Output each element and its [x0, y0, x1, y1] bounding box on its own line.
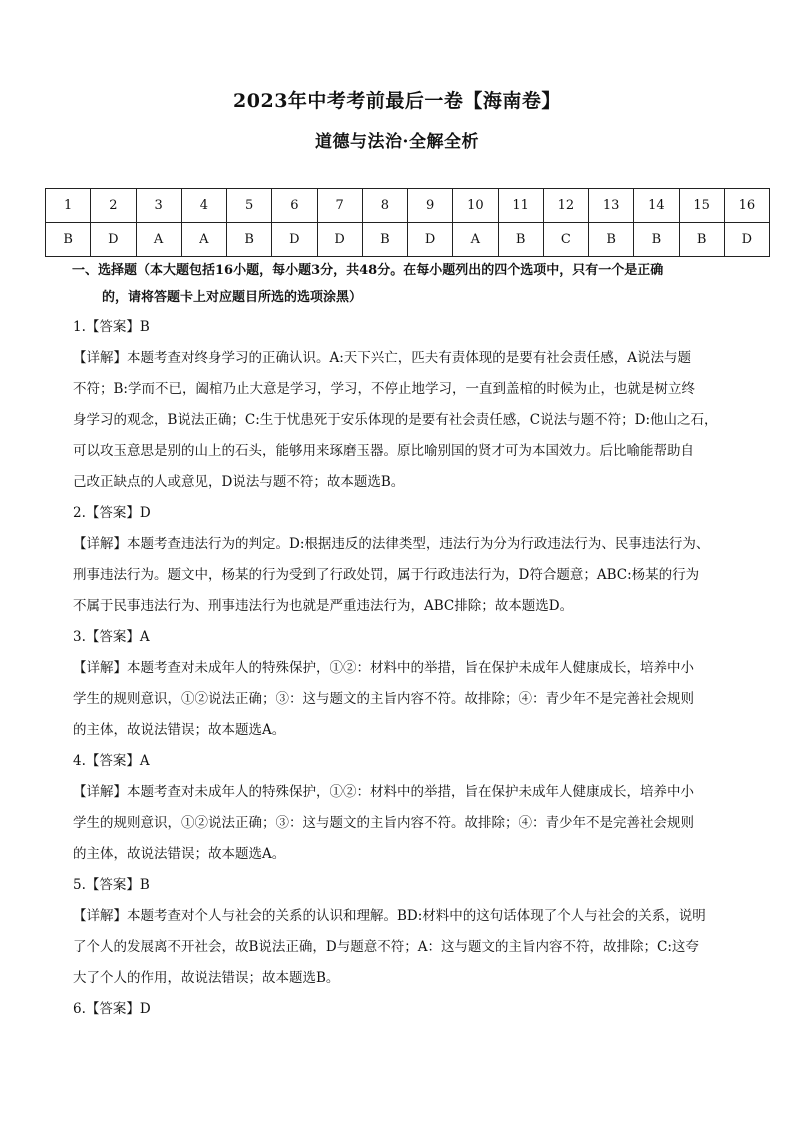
- question-number-cell: 13: [589, 189, 634, 223]
- section-heading-line: 一、选择题（本大题包括16小题，每小题3分，共48分。在每小题列出的四个选项中，只有一个是正确: [72, 263, 664, 278]
- answer-line: 5.【答案】B: [73, 877, 150, 893]
- answer-cell: D: [272, 223, 317, 257]
- explanation-line: 学生的规则意识，①②说法正确；③：这与题文的主旨内容不符。故排除；④：青少年不是完善社会规则: [73, 815, 694, 831]
- explanation-paragraph: [73, 529, 753, 622]
- explanation-paragraph: [73, 901, 753, 994]
- question-block: [73, 870, 753, 994]
- explanation-paragraph: [73, 653, 753, 746]
- answer-line: 1.【答案】B: [73, 319, 150, 335]
- explanation-line: 的主体，故说法错误；故本题选A。: [73, 846, 286, 862]
- answer-cell: D: [724, 223, 769, 257]
- question-number-cell: 2: [91, 189, 136, 223]
- question-number-cell: 15: [679, 189, 724, 223]
- question-number-cell: 12: [543, 189, 588, 223]
- answer-cell: B: [498, 223, 543, 257]
- question-block: [73, 622, 753, 746]
- explanation-line: 的主体，故说法错误；故本题选A。: [73, 722, 286, 738]
- answer-cell: B: [589, 223, 634, 257]
- answer-table-number-row: [46, 189, 770, 223]
- answer-cell: B: [362, 223, 407, 257]
- answer-cell: B: [227, 223, 272, 257]
- answer-cell: D: [408, 223, 453, 257]
- question-number-cell: 10: [453, 189, 498, 223]
- question-number-cell: 7: [317, 189, 362, 223]
- answer-line: 6.【答案】D: [73, 1001, 151, 1017]
- answer-cell: A: [181, 223, 226, 257]
- explanation-line: 【详解】本题考查对终身学习的正确认识。A:天下兴亡，匹夫有责体现的是要有社会责任感，A说法与题: [73, 350, 692, 366]
- answer-cell: D: [317, 223, 362, 257]
- explanation-line: 【详解】本题考查违法行为的判定。D:根据违反的法律类型，违法行为分为行政违法行为、民事违法行为、: [73, 536, 710, 552]
- question-number-cell: 8: [362, 189, 407, 223]
- explanation-line: 学生的规则意识，①②说法正确；③：这与题文的主旨内容不符。故排除；④：青少年不是完善社会规则: [73, 691, 694, 707]
- explanation-line: 己改正缺点的人或意见，D说法与题不符；故本题选B。: [73, 474, 405, 490]
- explanation-line: 了个人的发展离不开社会，故B说法正确，D与题意不符；A：这与题文的主旨内容不符，故排除；C:这夸: [73, 939, 699, 955]
- page-subtitle: 道德与法治·全解全析: [315, 132, 479, 152]
- explanation-line: 【详解】本题考查对未成年人的特殊保护，①②：材料中的举措，旨在保护未成年人健康成长，培养中小: [73, 784, 694, 800]
- explanation-paragraph: [73, 777, 753, 870]
- question-number-cell: 1: [46, 189, 91, 223]
- answer-table-answer-row: [46, 223, 770, 257]
- question-number-cell: 4: [181, 189, 226, 223]
- answer-cell: B: [634, 223, 679, 257]
- page-title: 2023年中考考前最后一卷【海南卷】: [233, 90, 561, 112]
- answer-table: [45, 188, 770, 257]
- answer-line: 3.【答案】A: [73, 629, 150, 645]
- explanation-line: 不符；B:学而不已，阖棺乃止大意是学习，学习，不停止地学习，一直到盖棺的时候为止，也就是树立终: [73, 381, 695, 397]
- question-number-cell: 14: [634, 189, 679, 223]
- question-block: [73, 746, 753, 870]
- question-number-cell: 6: [272, 189, 317, 223]
- explanation-line: 【详解】本题考查对个人与社会的关系的认识和理解。BD:材料中的这句话体现了个人与社会的关系，说明: [73, 908, 706, 924]
- explanation-paragraph: [73, 343, 753, 498]
- question-number-cell: 9: [408, 189, 453, 223]
- explanation-line: 身学习的观念，B说法正确；C:生于忧患死于安乐体现的是要有社会责任感，C说法与题不符；D:他山之石，: [73, 412, 718, 428]
- explanation-line: 刑事违法行为。题文中，杨某的行为受到了行政处罚，属于行政违法行为，D符合题意；ABC:杨某的行为: [73, 567, 700, 583]
- explanation-line: 可以攻玉意思是别的山上的石头，能够用来琢磨玉器。原比喻别国的贤才可为本国效力。后比喻能帮助自: [73, 443, 694, 459]
- answer-cell: A: [136, 223, 181, 257]
- explanation-line: 不属于民事违法行为、刑事违法行为也就是严重违法行为，ABC排除；故本题选D。: [73, 598, 574, 614]
- answer-line: 2.【答案】D: [73, 505, 151, 521]
- answer-cell: B: [679, 223, 724, 257]
- explanation-line: 大了个人的作用，故说法错误；故本题选B。: [73, 970, 340, 986]
- answer-cell: C: [543, 223, 588, 257]
- question-number-cell: 16: [724, 189, 769, 223]
- answer-line: 4.【答案】A: [73, 753, 150, 769]
- question-number-cell: 3: [136, 189, 181, 223]
- section-heading-line: 的，请将答题卡上对应题目所选的选项涂黑）: [102, 290, 363, 305]
- explanation-line: 【详解】本题考查对未成年人的特殊保护，①②：材料中的举措，旨在保护未成年人健康成长，培养中小: [73, 660, 694, 676]
- question-block: [73, 994, 753, 1025]
- answer-cell: B: [46, 223, 91, 257]
- question-block: [73, 312, 753, 498]
- answer-cell: A: [453, 223, 498, 257]
- question-block: [73, 498, 753, 622]
- answer-cell: D: [91, 223, 136, 257]
- question-number-cell: 11: [498, 189, 543, 223]
- section-heading: [72, 257, 752, 311]
- question-number-cell: 5: [227, 189, 272, 223]
- explanations: [73, 312, 753, 1025]
